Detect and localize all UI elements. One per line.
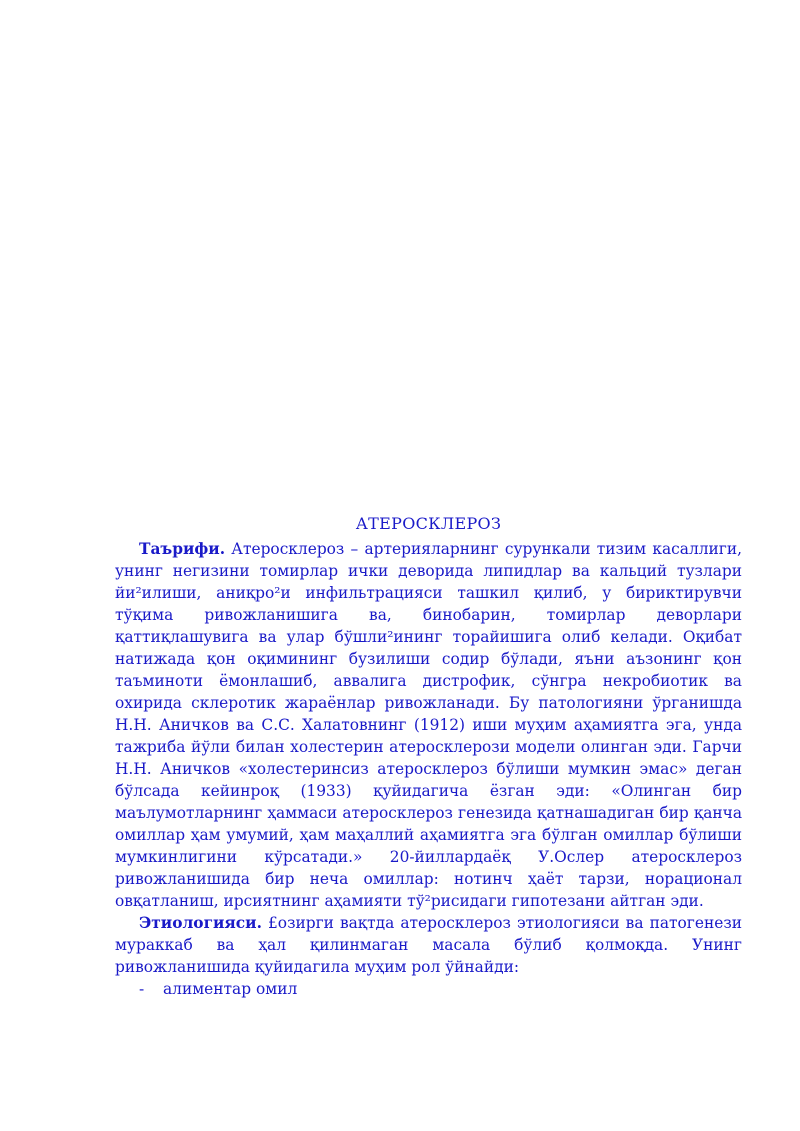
paragraph-text: £озирги вақтда атеросклероз этиологияси ва патогенези мураккаб ва ҳал қилинмаган масала бўлиб қолмоқда. Унинг ривожланишида қуйидагила муҳим рол ўйнайди:: [115, 914, 742, 976]
paragraph-definition: [115, 538, 742, 912]
document-page: [115, 512, 742, 1000]
document-title: АТЕРОСКЛЕРОЗ: [355, 514, 502, 533]
paragraph-label: Этиологияси.: [139, 914, 262, 932]
factor-list: [115, 978, 742, 1000]
paragraph-text: Атеросклероз – артерияларнинг сурункали тизим касаллиги, унинг негизини томирлар ички деворида липидлар ва кальций тузлари йи²илиши, аниқро²и инфильтрацияси ташкил қилиб, у бириктирувчи тўқима ривожланишига ва, бинобарин, томирлар деворлари қаттиқлашувига ва улар бўшли²ининг торайишига олиб келади. Оқибат натижада қон оқимининг бузилиши содир бўлади, яъни аъзонинг қон таъминоти ёмонлашиб, аввалига дистрофик, сўнгра некробиотик ва охирида склеротик жараёнлар ривожланади. Бу патологияни ўрганишда Н.Н. Аничков ва С.С. Халатовнинг (1912) иши муҳим аҳамиятга эга, унда тажриба йўли билан холестерин атеросклерози модели олинган эди. Гарчи Н.Н. Аничков «холестеринсиз атеросклероз бўлиши мумкин эмас» деган бўлсада кейинроқ (1933) қуйидагича ёзган эди: «Олинган бир маълумотларнинг ҳаммаси атеросклероз генезида қатнашадиган бир қанча омиллар ҳам умумий, ҳам маҳаллий аҳамиятга эга бўлган омиллар бўлиши мумкинлигини кўрсатади.» 20-йиллардаёқ У.Ослер атеросклероз ривожланишида бир неча омиллар: нотинч ҳаёт тарзи, норационал овқатланиш, ирсиятнинг аҳамияти тў²рисидаги гипотезани айтган эди.: [115, 540, 742, 910]
paragraph-etiology: [115, 912, 742, 978]
list-item: [139, 978, 742, 1000]
list-bullet: -: [139, 980, 145, 998]
list-item-text: алиментар омил: [163, 980, 298, 998]
paragraph-label: Таърифи.: [139, 540, 226, 558]
